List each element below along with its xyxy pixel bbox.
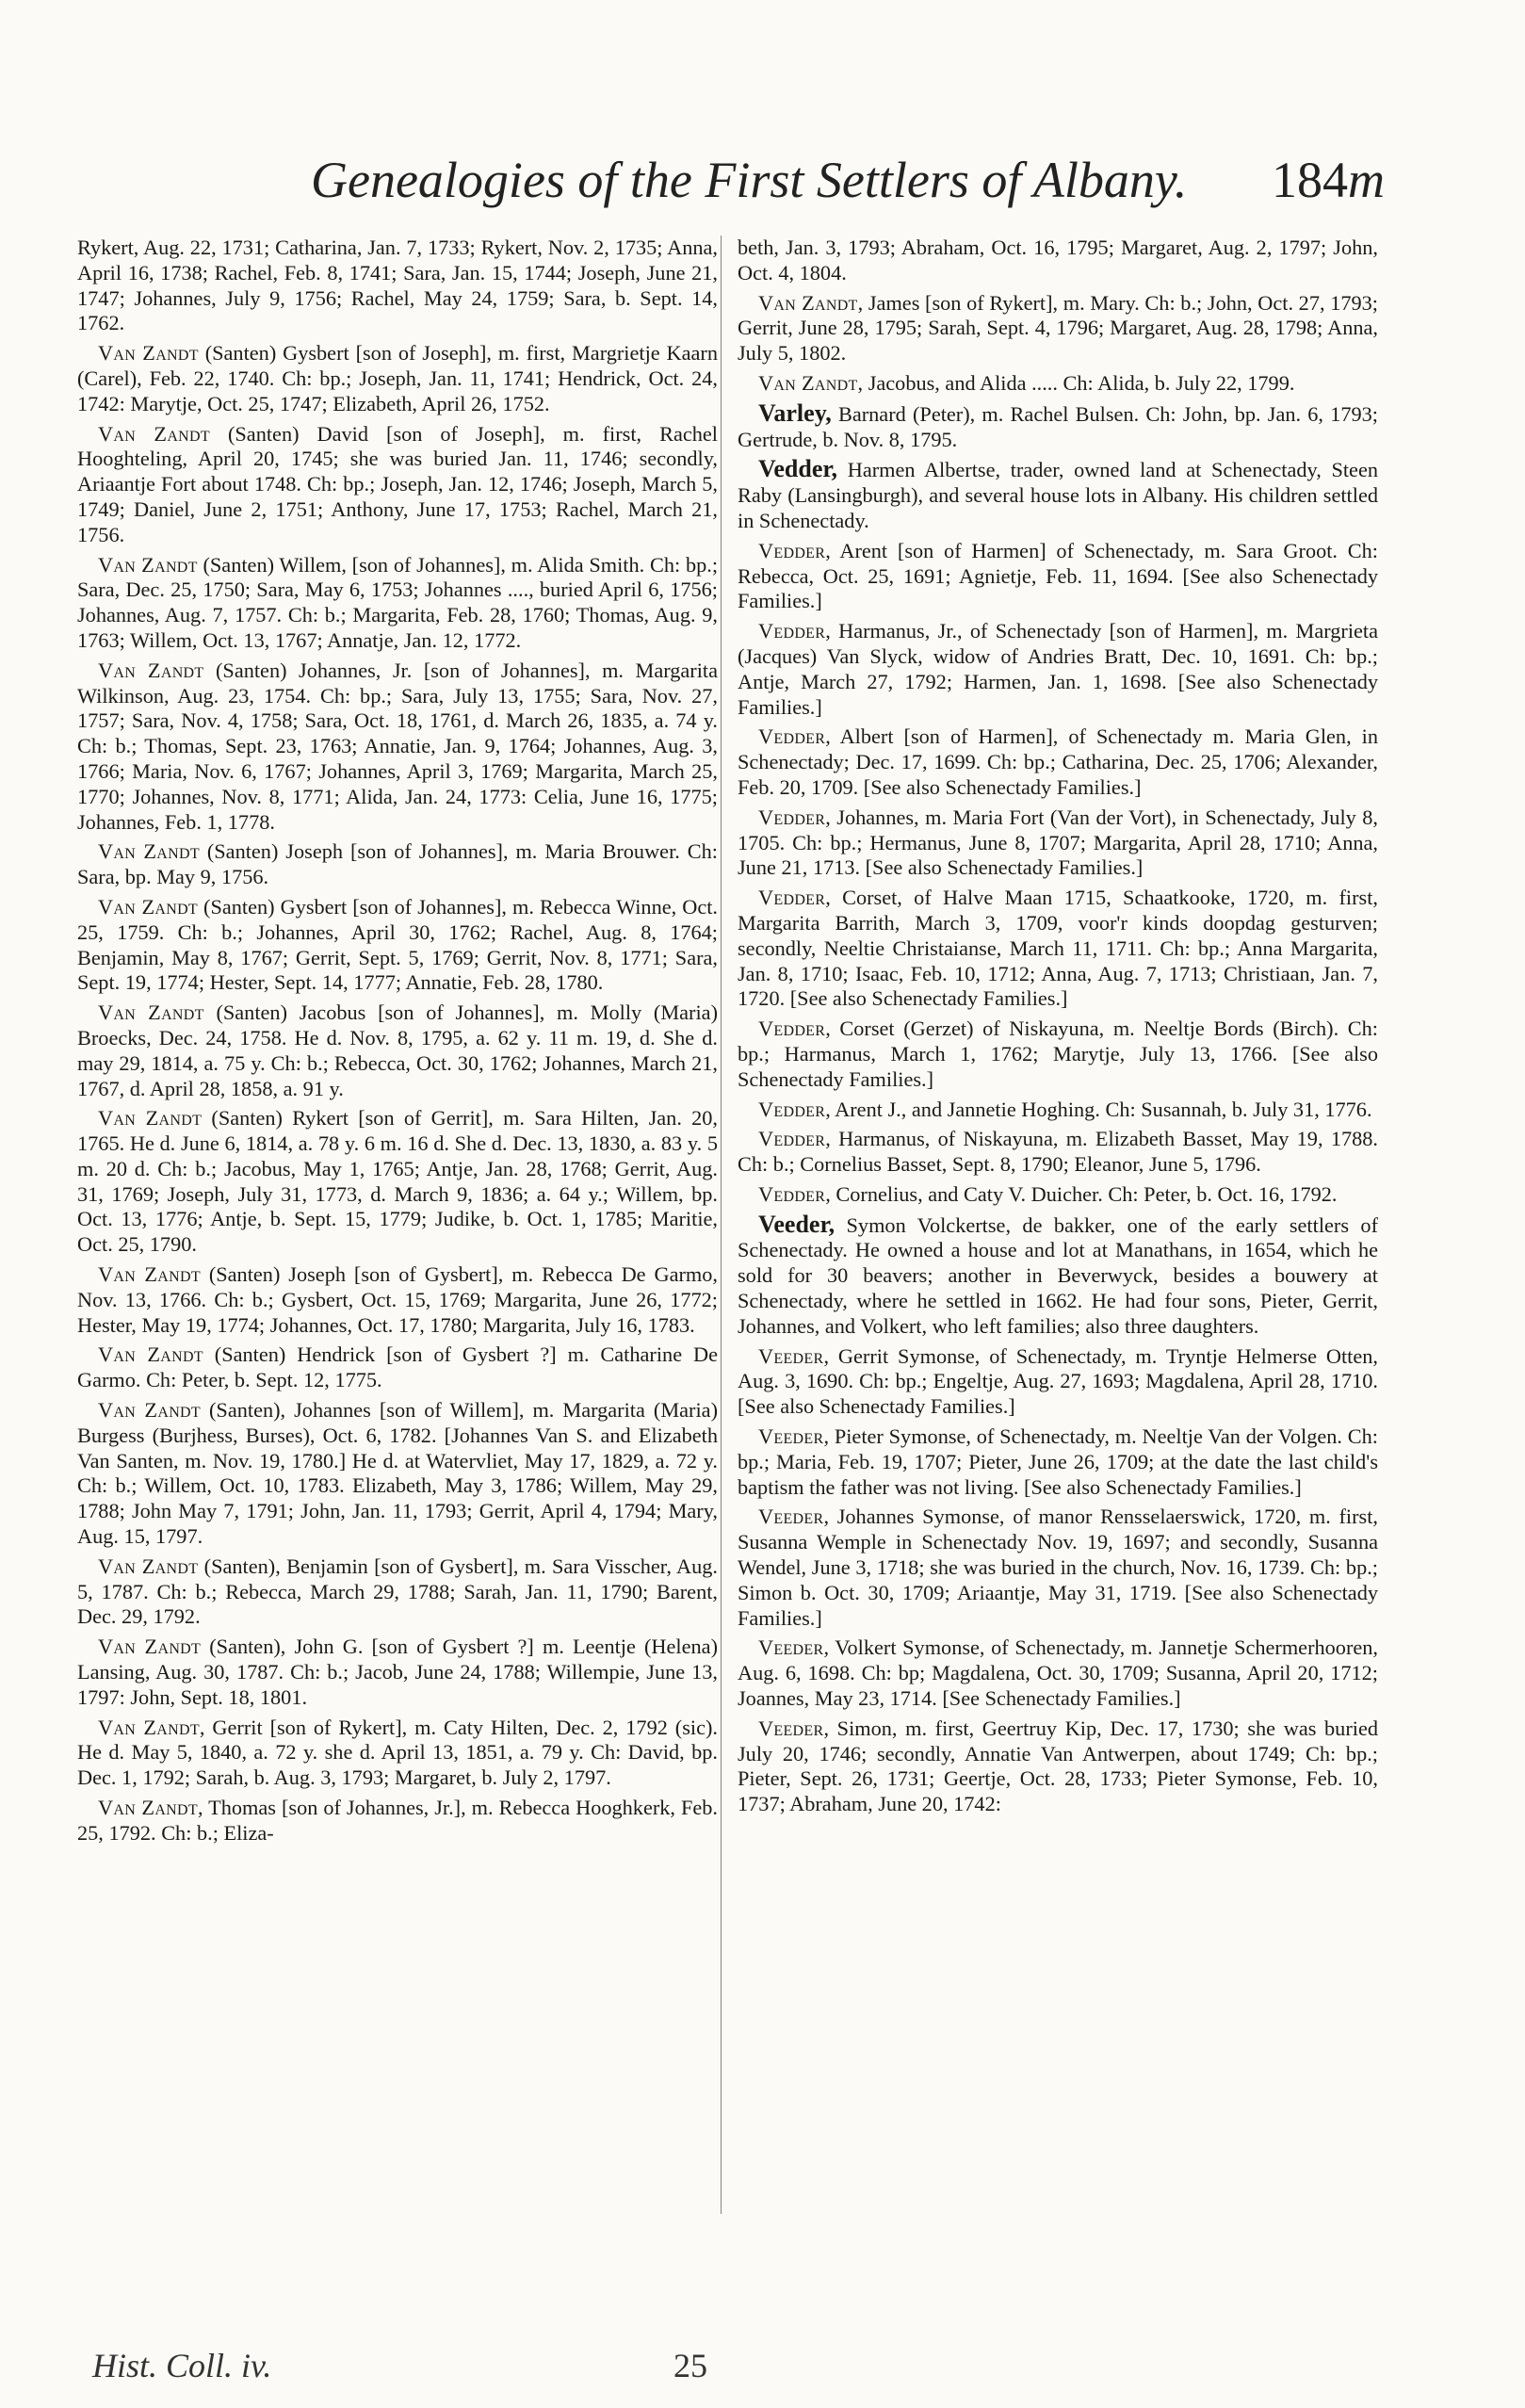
- entry-surname: Vedder: [758, 538, 826, 562]
- genealogy-entry: [738, 1344, 1378, 1420]
- genealogy-entry: [738, 805, 1378, 881]
- entry-surname: Vedder: [758, 724, 826, 749]
- entry-text: , Thomas [son of Johannes, Jr.], m. Rebecca Hooghkerk, Feb. 25, 1792. Ch: b.; Eliza-: [77, 1796, 718, 1845]
- footer-signature: Hist. Coll. iv.: [92, 2347, 272, 2384]
- genealogy-entry: [77, 422, 718, 548]
- genealogy-entry: [738, 619, 1378, 720]
- genealogy-entry: [738, 1017, 1378, 1092]
- entry-surname: Vedder: [758, 805, 826, 829]
- entry-surname: Veeder,: [758, 1210, 836, 1238]
- genealogy-entry: [77, 659, 718, 836]
- entry-surname: Van Zandt: [98, 1106, 203, 1131]
- genealogy-entry: [738, 886, 1378, 1012]
- entry-text: (Santen), Johannes [son of Willem], m. Margarita (Maria) Burgess (Burjhess, Burses), Oct. 6, 1782. [Johannes Van S. and Elizabeth Van Santen, m. Nov. 19, 1780.] He d. at Watervliet, May 17, 1829, a. 72 y. Ch: b.; Willem, Oct. 10, 1783. Elizabeth, May 3, 1786; Willem, May 29, 1788; John May 7, 1791; John, Jan. 11, 1793; Gerrit, April 4, 1794; Mary, Aug. 15, 1797.: [77, 1398, 718, 1549]
- entry-text: (Santen) David [son of Joseph], m. first, Rachel Hooghteling, April 20, 1745; she was buried Jan. 11, 1746; secondly, Ariaantje Fort about 1748. Ch: bp.; Joseph, Jan. 12, 1746; Joseph, March 5, 1749; Daniel, June 2, 1751; Anthony, June 17, 1753; Rachel, March 21, 1756.: [77, 421, 718, 546]
- column-divider: [721, 236, 722, 2214]
- entry-text: , Cornelius, and Caty V. Duicher. Ch: Peter, b. Oct. 16, 1792.: [825, 1181, 1338, 1206]
- genealogy-entry: [77, 839, 718, 890]
- genealogy-entry: [77, 1262, 718, 1338]
- genealogy-entry: [77, 1106, 718, 1258]
- entry-text: (Santen) Johannes, Jr. [son of Johannes], m. Margarita Wilkinson, Aug. 23, 1754. Ch: bp.; Sara, July 13, 1755; Sara, Nov. 27, 1757; Sara, Nov. 4, 1758; Sara, Oct. 18, 1761, d. March 26, 1835, a. 74 y. Ch: b.; Thomas, Sept. 23, 1763; Annatie, Jan. 9, 1764; Johannes, Aug. 3, 1766; Maria, Nov. 6, 1767; Johannes, April 3, 1769; Margarita, March 25, 1770; Johannes, Nov. 8, 1771; Alida, Jan. 24, 1773: Celia, June 16, 1775; Johannes, Feb. 1, 1778.: [77, 658, 718, 834]
- genealogy-entry: [77, 1796, 718, 1847]
- genealogy-entry: [738, 401, 1378, 453]
- genealogy-entry: [77, 1342, 718, 1393]
- page-number: 184m: [1272, 152, 1385, 208]
- genealogy-entry: [738, 1127, 1378, 1178]
- entry-text: , Pieter Symonse, of Schenectady, m. Neeltje Van der Volgen. Ch: bp.; Maria, Feb. 19, 1707; Pieter, June 26, 1709; at the date the last child's baptism the father was not living. [See also Schenectady Families.]: [738, 1424, 1378, 1499]
- genealogy-entry: [77, 236, 718, 336]
- entry-surname: Vedder,: [758, 455, 838, 483]
- genealogy-entry: [738, 236, 1378, 286]
- entry-text: Rykert, Aug. 22, 1731; Catharina, Jan. 7, 1733; Rykert, Nov. 2, 1735; Anna, April 16, 1738; Rachel, Feb. 8, 1741; Sara, Jan. 15, 1744; Joseph, June 21, 1747; Johannes, July 9, 1756; Rachel, May 24, 1759; Sara, b. Sept. 14, 1762.: [77, 236, 718, 335]
- entry-text: , Johannes, m. Maria Fort (Van der Vort), in Schenectady, July 8, 1705. Ch: bp.; Hermanus, June 8, 1707; Margarita, April 28, 1710; Anna, June 21, 1713. [See also Schenectady Families.]: [738, 805, 1378, 880]
- genealogy-entry: [738, 371, 1378, 397]
- entry-surname: Veeder: [758, 1424, 824, 1449]
- genealogy-entry: [77, 341, 718, 416]
- entry-text: Symon Volckertse, de bakker, one of the early settlers of Schenectady. He owned a house and lot at Manathans, in 1654, which he sold for 30 beavers; another in Beverwyck, besides a bouwery at Schenectady, where he settled in 1662. He had four sons, Pieter, Gerrit, Johannes, and Volkert, who left families; also three daughters.: [738, 1212, 1378, 1338]
- entry-text: , Volkert Symonse, of Schenectady, m. Jannetje Schermerhooren, Aug. 6, 1698. Ch: bp; Magdalena, Oct. 30, 1709; Susanna, April 20, 1712; Joannes, May 23, 1714. [See Schenectady Families.]: [738, 1635, 1378, 1711]
- entry-surname: Van Zandt: [98, 421, 210, 446]
- entry-text: (Santen) Hendrick [son of Gysbert ?] m. Catharine De Garmo. Ch: Peter, b. Sept. 12, 1775.: [77, 1342, 718, 1392]
- genealogy-entry: [77, 1635, 718, 1710]
- genealogy-entry: [738, 1717, 1378, 1817]
- genealogy-entry: [738, 724, 1378, 800]
- entry-surname: Van Zandt: [98, 1398, 201, 1423]
- genealogy-entry: [77, 1001, 718, 1101]
- entry-surname: Veeder: [758, 1635, 824, 1660]
- genealogy-entry: [738, 1505, 1378, 1631]
- genealogy-entry: [738, 1424, 1378, 1500]
- page-title: Genealogies of the First Settlers of Albany.: [311, 152, 1188, 208]
- genealogy-entry: [738, 539, 1378, 614]
- genealogy-entry: [77, 553, 718, 654]
- entry-surname: Vedder: [758, 1017, 826, 1041]
- entry-text: Harmen Albertse, trader, owned land at Schenectady, Steen Raby (Lansingburgh), and several house lots in Albany. His children settled in Schenectady.: [738, 458, 1378, 532]
- entry-surname: Veeder: [758, 1343, 824, 1368]
- entry-text: (Santen) Gysbert [son of Johannes], m. Rebecca Winne, Oct. 25, 1759. Ch: b.; Johannes, April 30, 1762; Rachel, Aug. 8, 1764; Benjamin, May 8, 1767; Gerrit, Sept. 5, 1769; Gerrit, Nov. 8, 1771; Sara, Sept. 19, 1774; Hester, Sept. 14, 1777; Annatie, Feb. 28, 1780.: [77, 894, 718, 995]
- entry-surname: Van Zandt: [98, 1715, 200, 1739]
- entry-surname: Van Zandt: [98, 1635, 202, 1659]
- entry-text: (Santen) Gysbert [son of Joseph], m. first, Margrietje Kaarn (Carel), Feb. 22, 1740. Ch: bp.; Joseph, Jan. 11, 1741; Hendrick, Oct. 24, 1742: Marytje, Oct. 25, 1747; Elizabeth, April 26, 1752.: [77, 341, 718, 415]
- entry-text: , Simon, m. first, Geertruy Kip, Dec. 17, 1730; she was buried July 20, 1746; secondly, Annatie Van Antwerpen, about 1749; Ch: bp.; Pieter, Sept. 26, 1731; Geertje, Oct. 28, 1733; Pieter Symonse, Feb. 10, 1737; Abraham, June 20, 1742:: [738, 1716, 1378, 1816]
- entry-surname: Van Zandt: [98, 341, 199, 366]
- entry-surname: Van Zandt: [98, 894, 198, 919]
- entry-surname: Vedder: [758, 1097, 826, 1121]
- genealogy-entry: [77, 1716, 718, 1791]
- left-column: [77, 236, 718, 2318]
- entry-surname: Van Zandt: [98, 1001, 204, 1025]
- entry-surname: Van Zandt: [98, 1262, 201, 1287]
- entry-text: (Santen), John G. [son of Gysbert ?] m. Leentje (Helena) Lansing, Aug. 30, 1787. Ch: b.; Jacob, June 24, 1788; Willempie, June 13, 1797: John, Sept. 18, 1801.: [77, 1635, 718, 1709]
- entry-surname: Van Zandt: [98, 1554, 199, 1578]
- entry-text: , Harmanus, of Niskayuna, m. Elizabeth Basset, May 19, 1788. Ch: b.; Cornelius Basset, Sept. 8, 1790; Eleanor, June 5, 1796.: [738, 1127, 1378, 1177]
- entry-surname: Van Zandt: [758, 370, 858, 395]
- entry-text: , Albert [son of Harmen], of Schenectady m. Maria Glen, in Schenectady; Dec. 17, 1699. Ch: bp.; Catharina, Dec. 25, 1706; Alexander, Feb. 20, 1709. [See also Schenectady Families.]: [738, 724, 1378, 799]
- entry-surname: Veeder: [758, 1716, 824, 1740]
- genealogy-entry: [738, 457, 1378, 533]
- entry-text: (Santen) Joseph [son of Johannes], m. Maria Brouwer. Ch: Sara, bp. May 9, 1756.: [77, 839, 718, 889]
- entry-text: , Arent [son of Harmen] of Schenectady, m. Sara Groot. Ch: Rebecca, Oct. 25, 1691; Agnietje, Feb. 11, 1694. [See also Schenectady Families.]: [738, 538, 1378, 613]
- entry-text: (Santen) Jacobus [son of Johannes], m. Molly (Maria) Broecks, Dec. 24, 1758. He d. Nov. 8, 1795, a. 62 y. 11 m. 19, d. She d. may 29, 1814, a. 75 y. Ch: b.; Rebecca, Oct. 30, 1762; Johannes, March 21, 1767, d. April 28, 1858, a. 91 y.: [77, 1001, 718, 1100]
- entry-text: (Santen) Joseph [son of Gysbert], m. Rebecca De Garmo, Nov. 13, 1766. Ch: b.; Gysbert, Oct. 15, 1769; Margarita, June 26, 1772; Hester, May 19, 1774; Johannes, Oct. 17, 1780; Margarita, July 16, 1783.: [77, 1262, 718, 1337]
- entry-text: , James [son of Rykert], m. Mary. Ch: b.; John, Oct. 27, 1793; Gerrit, June 28, 1795; Sarah, Sept. 4, 1796; Margaret, Aug. 28, 1798; Anna, July 5, 1802.: [738, 290, 1378, 366]
- genealogy-entry: [738, 1182, 1378, 1208]
- right-column: [738, 236, 1378, 2318]
- entry-text: , Gerrit [son of Rykert], m. Caty Hilten, Dec. 2, 1792 (sic). He d. May 5, 1840, a. 72 y. she d. April 13, 1851, a. 79 y. Ch: David, bp. Dec. 1, 1792; Sarah, b. Aug. 3, 1793; Margaret, b. July 2, 1797.: [77, 1715, 718, 1790]
- genealogy-entry: [738, 1212, 1378, 1340]
- genealogy-entry: [738, 1635, 1378, 1711]
- entry-text: Barnard (Peter), m. Rachel Bulsen. Ch: John, bp. Jan. 6, 1793; Gertrude, b. Nov. 8, 1795.: [738, 401, 1378, 451]
- footer-signature-number: 25: [673, 2347, 707, 2384]
- entry-surname: Van Zandt: [98, 658, 204, 682]
- entry-surname: Vedder: [758, 619, 826, 643]
- entry-text: (Santen) Willem, [son of Johannes], m. Alida Smith. Ch: bp.; Sara, Dec. 25, 1750; Sara, May 6, 1753; Johannes ...., buried April 6, 1756; Johannes, Aug. 7, 1757. Ch: b.; Margarita, Feb. 28, 1760; Thomas, Aug. 9, 1763; Willem, Oct. 13, 1767; Annatje, Jan. 12, 1772.: [77, 552, 718, 652]
- entry-text: beth, Jan. 3, 1793; Abraham, Oct. 16, 1795; Margaret, Aug. 2, 1797; John, Oct. 4, 1804.: [738, 236, 1378, 285]
- entry-text: , Jacobus, and Alida ..... Ch: Alida, b. July 22, 1799.: [857, 370, 1295, 395]
- genealogy-entry: [77, 1554, 718, 1630]
- genealogy-entry: [738, 291, 1378, 366]
- entry-surname: Van Zandt: [758, 290, 858, 315]
- entry-text: , Corset (Gerzet) of Niskayuna, m. Neeltje Bords (Birch). Ch: bp.; Harmanus, March 1, 1762; Marytje, July 13, 1766. [See also Schenectady Families.]: [738, 1017, 1378, 1091]
- entry-text: , Arent J., and Jannetie Hoghing. Ch: Susannah, b. July 31, 1776.: [825, 1097, 1372, 1121]
- genealogy-entry: [738, 1098, 1378, 1123]
- entry-text: , Harmanus, Jr., of Schenectady [son of Harmen], m. Margrieta (Jacques) Van Slyck, widow of Andries Bratt, Dec. 10, 1691. Ch: bp.; Antje, March 27, 1792; Harmen, Jan. 1, 1698. [See also Schenectady Families.]: [738, 619, 1378, 719]
- entry-surname: Van Zandt: [98, 1342, 203, 1367]
- entry-surname: Vedder: [758, 1127, 826, 1151]
- entry-text: , Gerrit Symonse, of Schenectady, m. Tryntje Helmerse Otten, Aug. 3, 1690. Ch: bp.; Engeltje, Aug. 27, 1693; Magdalena, April 28, 1710. [See also Schenectady Families.]: [738, 1343, 1378, 1419]
- entry-surname: Vedder: [758, 886, 826, 910]
- entry-text: , Corset, of Halve Maan 1715, Schaatkooke, 1720, m. first, Margarita Barrith, March 3, 1709, voor'r kinds doopdag gesturven; secondly, Neeltie Christaianse, March 11, 1711. Ch: bp.; Anna Margarita, Jan. 8, 1710; Isaac, Feb. 10, 1712; Anna, Aug. 7, 1713; Christiaan, Jan. 7, 1720. [See also Schenectady Families.]: [738, 886, 1378, 1011]
- entry-surname: Varley,: [758, 399, 832, 427]
- entry-text: (Santen) Rykert [son of Gerrit], m. Sara Hilten, Jan. 20, 1765. He d. June 6, 1814, a. 78 y. 6 m. 16 d. She d. Dec. 13, 1830, a. 83 y. 5 m. 20 d. Ch: b.; Jacobus, May 1, 1765; Antje, Jan. 28, 1768; Gerrit, Aug. 31, 1769; Joseph, July 31, 1773, d. March 9, 1836; a. 64 y.; Willem, bp. Oct. 13, 1776; Antje, b. Sept. 15, 1779; Judike, b. Oct. 1, 1785; Maritie, Oct. 25, 1790.: [77, 1106, 718, 1257]
- entry-text: (Santen), Benjamin [son of Gysbert], m. Sara Visscher, Aug. 5, 1787. Ch: b.; Rebecca, March 29, 1788; Sarah, Jan. 11, 1790; Barent, Dec. 29, 1792.: [77, 1554, 718, 1629]
- genealogy-entry: [77, 895, 718, 996]
- entry-surname: Veeder: [758, 1505, 824, 1529]
- entry-surname: Van Zandt: [98, 552, 198, 577]
- genealogy-entry: [77, 1398, 718, 1550]
- entry-surname: Van Zandt: [98, 839, 200, 864]
- entry-surname: Van Zandt: [98, 1796, 198, 1820]
- entry-surname: Vedder: [758, 1181, 826, 1206]
- entry-text: , Johannes Symonse, of manor Rensselaerswick, 1720, m. first, Susanna Wemple in Schenectady Nov. 19, 1697; and secondly, Susanna Wendel, June 3, 1718; she was buried in the church, Nov. 16, 1739. Ch: bp.; Simon b. Oct. 30, 1709; Ariaantje, May 31, 1719. [See also Schenectady Families.]: [738, 1505, 1378, 1630]
